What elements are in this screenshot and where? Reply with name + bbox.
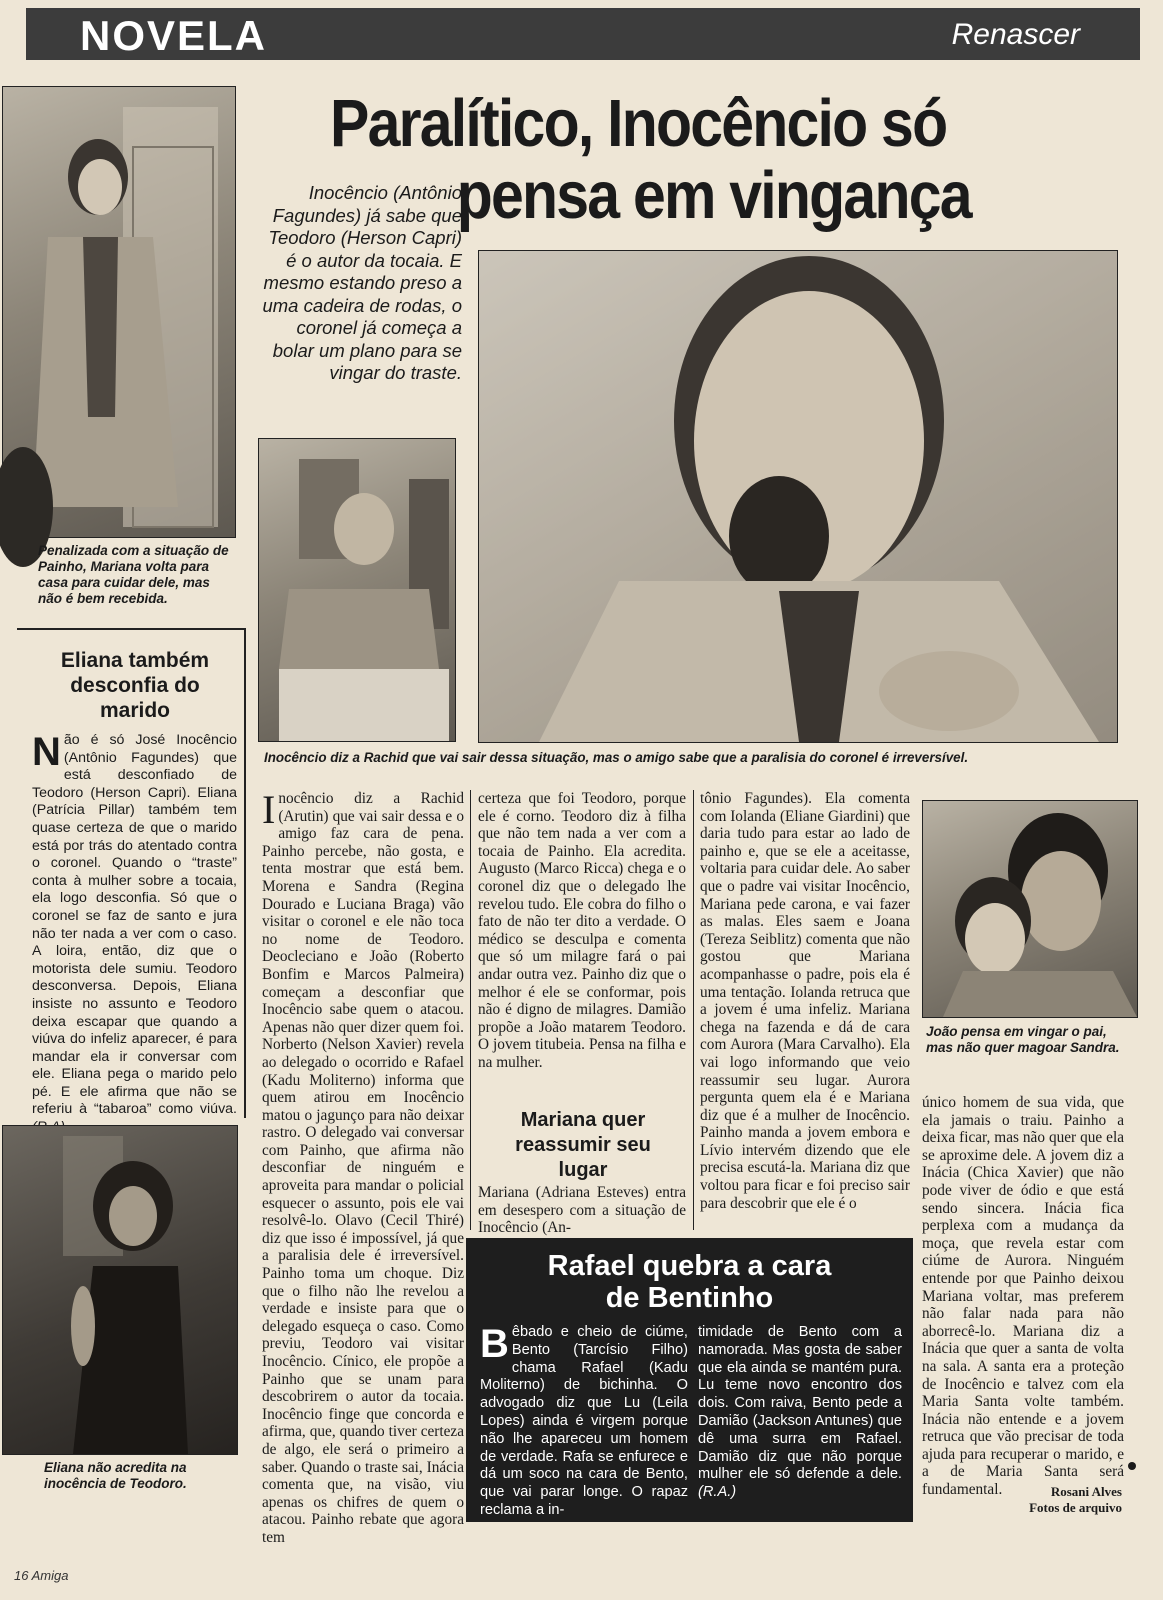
col-rule-1 xyxy=(470,790,471,1230)
headline-line-1: Paralítico, Inocêncio só xyxy=(330,86,947,161)
sidebar-title: Eliana também desconfia do marido xyxy=(60,649,210,722)
section-header-bar xyxy=(26,8,1140,60)
photo-joao xyxy=(922,800,1138,1018)
rachid-figure-graphic xyxy=(259,439,455,741)
article-col-1 xyxy=(262,787,464,1546)
box-title xyxy=(476,1250,903,1314)
box-dropcap: B xyxy=(480,1322,509,1366)
box-col-2-text: timidade de Bento com a namorada. Mas gosta de saber que ela ainda se mantém pura. Lu teme novo encontro dos dois. Com raiva, Bento pede a Damião (Jackson Antunes) que dê uma surra em Rafael. Damião diz que não porque mulher ele só defende a dele. xyxy=(698,1324,902,1483)
sidebar-text: ão é só José Inocêncio (Antônio Fagundes) que está desconfiado de Teodoro (Herson Capri). Eliana (Patrícia Pillar) também tem quase certeza de que o marido está por trás do atentado contra o coronel. Quando o “traste” conta à mulher sobre a tocaia, ela logo desconfia. Só que o coronel se faz de santo e jura não ter nada a ver com o caso. A loira, então, diz que o motorista dele sumiu. Teodoro desconversa. Depois, Eliana insiste no assunto e Teodoro deixa escapar que quando a viúva do infeliz aparecer, é para mandar ela ir conversar com ele. Eliana pega o marido pelo pé. E ele afirma que não se referiu à “tabaroa” como viúva. xyxy=(32,732,237,1118)
sidebar-rule-right xyxy=(244,628,246,1118)
box-title-line-2: de Bentinho xyxy=(605,1282,774,1314)
article-col-2: certeza que foi Teodoro, porque ele é corno. Teodoro diz à filha que não tem nada a ver com a tocaia de Painho. Ela acredita. Augusto (Marco Ricca) chega e o coronel diz que o delegado lhe revelou tudo. Ele cobra do filho o fato de não ter dito a verdade. O médico se desculpa e comenta que só um milagre fará o pai andar outra vez. Painho diz que o melhor é ele se conformar, pois não é digno de milagres. Damião propõe a João matarem Teodoro. O jovem titubeia. Pensa na filha e na mulher. xyxy=(478,790,686,1071)
show-label: Renascer xyxy=(951,18,1080,51)
box-signoff: (R.A.) xyxy=(698,1484,737,1501)
box-col-2 xyxy=(698,1324,902,1502)
section-label: NOVELA xyxy=(80,12,268,59)
credits xyxy=(950,1484,1122,1516)
dek: Inocêncio (Antônio Fagundes) já sabe que Teodoro (Herson Capri) é o autor da tocaia. E mesmo estando preso a uma cadeira de rodas, o coronel já começa a bolar um plano para se vingar do traste. xyxy=(262,182,462,383)
credit-photos: Fotos de arquivo xyxy=(1029,1500,1122,1515)
credit-author: Rosani Alves xyxy=(1050,1484,1122,1499)
photo-rachid xyxy=(258,438,456,742)
page-number: 16 xyxy=(14,1568,29,1583)
caption-eliana: Eliana não acredita na inocência de Teodoro. xyxy=(44,1460,187,1491)
footer xyxy=(14,1568,68,1583)
box-col-1-text: êbado e cheio de ciúme, Bento (Tarcísio Filho) chama Rafael (Kadu Moliterno) de bichinha. O advogado diz que Lu (Leila Lopes) ainda é virgem porque não lhe apareceu um homem de verdade. Rafa se enfurece e dá um soco na cara de Bento, que vai parar longe. O rapaz reclama a in- xyxy=(480,1324,688,1518)
article-dropcap: I xyxy=(262,787,276,832)
magazine-name: Amiga xyxy=(31,1568,69,1583)
box-title-line-1: Rafael quebra a cara xyxy=(547,1250,832,1282)
inocencio-figure-graphic xyxy=(479,251,1117,742)
article-subhead: Mariana quer reassumir seu lugar xyxy=(515,1109,651,1181)
col-rule-2 xyxy=(693,790,694,1230)
eliana-figure-graphic xyxy=(3,1126,237,1454)
photo-eliana xyxy=(2,1125,238,1455)
caption-mariana: Penalizada com a situação de Painho, Mariana volta para casa para cuidar dele, mas não é bem recebida. xyxy=(38,543,229,606)
caption-main: Inocêncio diz a Rachid que vai sair dessa situação, mas o amigo sabe que a paralisia do coronel é irreversível. xyxy=(264,750,969,765)
joao-figure-graphic xyxy=(923,801,1137,1017)
headline-line-2: pensa em vingança xyxy=(456,158,971,233)
article-col-2b: Mariana (Adriana Esteves) entra em desespero com a situação de Inocêncio (An- xyxy=(478,1184,686,1237)
mariana-figure-graphic xyxy=(3,87,235,537)
box-col-1 xyxy=(480,1324,688,1520)
photo-mariana xyxy=(2,86,236,538)
article-col-1-text: nocêncio diz a Rachid (Arutin) que vai sair dessa e o amigo faz cara de pena. Painho percebe, não gosta, e tenta mostrar que está bem. Morena e Sandra (Regina Dourado e Luciana Braga) vão visitar o coronel e ele não toca no nome de Teodoro. Deocleciano e João (Roberto Bonfim e Marcos Palmeira) começam a desconfiar que Inocêncio sabe quem o atacou. Apenas não quer dizer quem foi. Norberto (Nelson Xavier) revela ao delegado o ocorrido e Rafael (Kadu Moliterno) informa que quem atirou em Inocêncio matou o jagunço para não deixar rastro. O delegado vai conversar com Painho, que afirma não desconfiar de ninguém e aproveita para mandar o policial esquecer o assunto, pois ele vai resolvê-lo. Olavo (Cecil Thiré) diz que isso é impossível, já que a paralisia dele é irreversível. Painho toma um choque. Diz que o filho não lhe revelou a verdade e insiste para que o delegado esqueça o caso. Como previu, Teodoro vai visitar Inocêncio. Cínico, ele propõe a Painho que se unam para descobrirem o autor da tocaia. Inocêncio finge que concorda e afirma, que, quando tiver certeza de algo, ele será o primeiro a saber. Quando o traste sai, Inácia comenta que, na visão, viu apenas os chifres de quem o atacou. Painho rebate que agora tem xyxy=(262,790,464,1546)
photo-inocencio xyxy=(478,250,1118,743)
article-col-4: único homem de sua vida, que ela jamais o traiu. Painho a deixa ficar, mas não quer que ela se aproxime dele. A jovem diz a Inácia (Chica Xavier) que não pode viver de ódio e que está sendo sincera. Inácia fica perplexa com a mudança da moça, que revela estar com ciúme de Aurora. Ninguém entende por que Painho deixou Mariana voltar, mas preferem não falar nada para não aborrecê-lo. Mariana diz a Inácia que quer a santa de volta na sala. A santa era a proteção de Inocêncio e talvez com ela Maria Santa volte também. Inácia não entende e a jovem retruca que vão precisar de toda ajuda para recuperar o marido, e a de Maria Santa será fundamental. xyxy=(922,1094,1124,1499)
sidebar-dropcap: N xyxy=(32,730,61,774)
end-bullet xyxy=(1128,1462,1136,1470)
sidebar-rule-top xyxy=(17,628,246,630)
caption-joao: João pensa em vingar o pai, mas não quer magoar Sandra. xyxy=(926,1024,1120,1055)
article-col-3: tônio Fagundes). Ela comenta com Iolanda (Eliane Giardini) que daria tudo para estar ao lado de painho e, que se ele a aceitasse, voltaria para cuidar dele. Ao saber que o padre vai visitar Inocêncio, Mariana pede carona, e vai fazer as malas. Eles saem e Joana (Tereza Seiblitz) comenta que não gostou que Mariana acompanhasse o padre, pois ela é uma tentação. Iolanda retruca que a jovem é uma infeliz. Mariana chega na fazenda e dá de cara com Aurora (Mara Carvalho). Ela vai logo informando que veio reassumir seu lugar. Aurora pergunta quem ela é e Mariana diz que é a mulher de Inocêncio. Painho manda a jovem embora e Lívio intervém dizendo que ele precisa escutá-la. Mariana diz que voltou para ficar e foi preciso sair para descobrir que ele é o xyxy=(700,790,910,1212)
box-rafael xyxy=(466,1238,913,1522)
sidebar-body xyxy=(32,732,237,1137)
